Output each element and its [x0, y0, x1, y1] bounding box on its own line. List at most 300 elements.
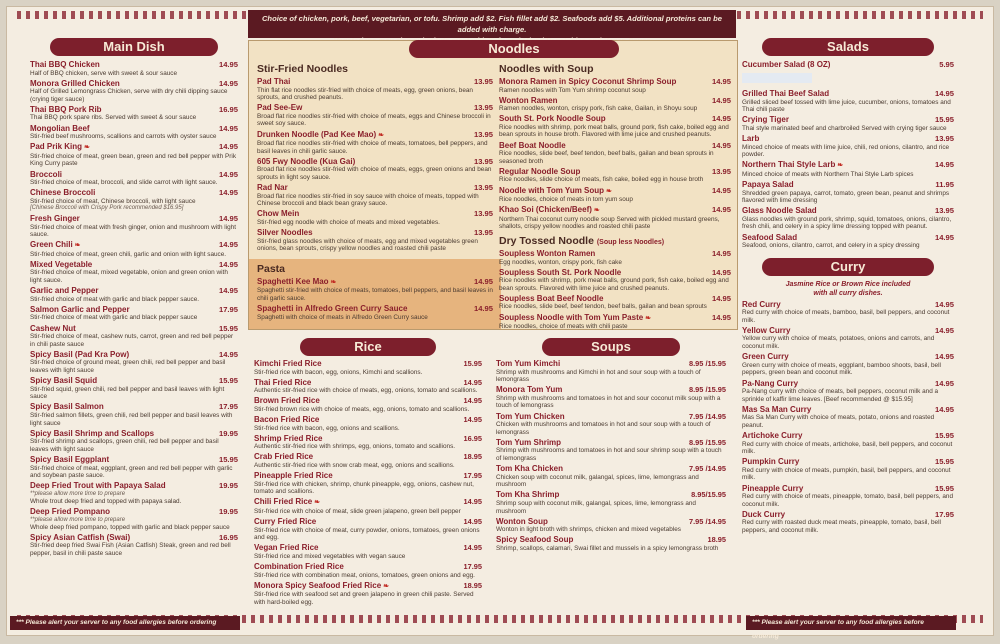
menu-item-price: 15.95	[219, 324, 238, 334]
menu-item	[496, 385, 726, 410]
chili-icon: ❧	[312, 499, 320, 506]
menu-item-name: Pineapple Curry	[742, 484, 803, 494]
menu-item-row	[254, 359, 482, 369]
menu-item-price: 8.95 /15.95	[689, 359, 726, 369]
noodles-left-column	[257, 63, 493, 329]
menu-item-price: 14.95	[219, 260, 238, 270]
menu-item	[30, 188, 238, 212]
menu-item-name: Khao Soi (Chicken/Beef) ❧	[499, 205, 600, 216]
menu-item-description: Stir-fried salmon fillets, green chili, red bell pepper and basil leaves with light sauce	[30, 412, 238, 427]
menu-item-price: 14.95	[712, 249, 731, 259]
menu-item-name: Cashew Nut	[30, 324, 76, 334]
menu-item-description: Shredded green papaya, carrot, tomato, green bean, peanut and shrimps flavored with lime dressing	[742, 190, 954, 205]
menu-item-description: Grilled sliced beef tossed with lime juice, cucumber, onions, tomatoes and Thai chili paste	[742, 99, 954, 114]
chili-icon: ❧	[376, 132, 384, 139]
menu-item-description: Red curry with roasted duck meat meats, pineapple, tomato, basil, bell peppers, and coconut milk.	[742, 519, 954, 534]
menu-item-price: 14.95	[712, 141, 731, 151]
menu-item-description: Chicken with mushrooms and tomatoes in hot and sour soup with a touch of lemongrass	[496, 421, 726, 436]
menu-item-description: Minced choice of meats with lime juice, chili, red onions, cilantro, and rice powder.	[742, 144, 954, 159]
menu-item	[499, 141, 731, 166]
curry-rice-note	[742, 280, 954, 298]
menu-item-name: Spicy Seafood Soup	[496, 535, 573, 545]
menu-item-row	[257, 77, 493, 87]
menu-item-price: 14.95	[219, 240, 238, 250]
menu-item-price: 15.95	[935, 431, 954, 441]
menu-item-description: Green curry with choice of meats, eggplant, bamboo shoots, basil, bell peppers, green bean and coconut milk.	[742, 362, 954, 377]
menu-item-description: Authentic stir-fried rice with snow crab meat, egg, onions and scallions.	[254, 462, 482, 470]
menu-item-row	[30, 188, 238, 198]
menu-item-description: Stir-fried choice of meat, green chili, garlic and onion with light sauce.	[30, 251, 238, 259]
menu-item-price: 15.95	[464, 359, 483, 369]
menu-item	[30, 305, 238, 322]
menu-item-description: Rice noodles, slide choice of meats, fish cake, boiled egg in house broth	[499, 176, 731, 184]
menu-item-name: Monora Grilled Chicken	[30, 79, 120, 89]
redacted-block	[742, 73, 812, 83]
menu-item-description: Broad flat rice noodles stir-fried with choice of meats, tomatoes, bell peppers, and basil leaves in chili garlic sauce.	[257, 140, 493, 155]
menu-item-description: Rice noodles with shrimp, pork meat balls, ground pork, fish cake, boiled egg and bean sprouts. Flavored with lime juice and crushed peanuts.	[499, 277, 731, 292]
menu-item-price: 14.95	[219, 350, 238, 360]
menu-item-description: Whole deep fried pompano, topped with garlic and black pepper sauce	[30, 524, 238, 532]
menu-item	[499, 249, 731, 266]
menu-item	[742, 300, 954, 325]
salads-section	[742, 36, 954, 536]
menu-item-row	[742, 60, 954, 70]
menu-item-price: 13.95	[474, 103, 493, 113]
menu-item-name: Pa-Nang Curry	[742, 379, 798, 389]
menu-item-price: 13.95	[935, 206, 954, 216]
menu-item-row	[499, 141, 731, 151]
menu-item-price: 14.95	[712, 96, 731, 106]
menu-item-name: Tom Kha Chicken	[496, 464, 563, 474]
menu-item-name: Beef Boat Noodle	[499, 141, 566, 151]
dry-tossed-noodle-heading	[499, 235, 731, 247]
menu-item-row	[257, 228, 493, 238]
menu-item	[254, 497, 482, 515]
menu-item-price: 17.95	[464, 562, 483, 572]
chili-icon: ❧	[82, 144, 90, 151]
menu-item-price: 18.95	[464, 452, 483, 462]
menu-item-row	[30, 105, 238, 115]
banner-line-1: Choice of chicken, pork, beef, vegetarian, or tofu. Shrimp add $2. Fish fillet add $2. Seafoods add $5. Additional proteins can be added with charge.	[254, 13, 730, 35]
menu-item-name: Silver Noodles	[257, 228, 313, 238]
menu-item-name: Chinese Broccoli	[30, 188, 95, 198]
menu-item-name: Mongolian Beef	[30, 124, 90, 134]
menu-item-name: Spicy Basil Eggplant	[30, 455, 109, 465]
menu-item-price: 14.95	[219, 188, 238, 198]
menu-item-row	[499, 294, 731, 304]
menu-item-price: 13.95	[474, 77, 493, 87]
menu-item	[30, 79, 238, 104]
menu-item-description: Stir-fried beef mushrooms, scallions and carrots with oyster sauce	[30, 133, 238, 141]
menu-item	[496, 359, 726, 384]
menu-item-price: 14.95	[712, 205, 731, 215]
menu-item-name: Wonton Ramen	[499, 96, 558, 106]
menu-item-name: Thai BBQ Pork Rib	[30, 105, 102, 115]
menu-item-description: Rice noodles with shrimp, pork meat balls, ground pork, fish cake, boiled egg and bean sprouts in house broth. Flavored with lime juice and crushed peanuts.	[499, 124, 731, 139]
menu-item-name: Red Curry	[742, 300, 781, 310]
menu-item	[742, 89, 954, 114]
menu-item-row	[742, 431, 954, 441]
menu-item-name: Papaya Salad	[742, 180, 794, 190]
menu-item-name: Pad Prik King ❧	[30, 142, 90, 153]
menu-item-row	[30, 60, 238, 70]
menu-item-description: Stir-fried shrimp and scallops, green chili, red bell pepper and basil leaves with light sauce	[30, 438, 238, 453]
menu-item-row	[499, 313, 731, 324]
menu-item-description: Half of Grilled Lemongrass Chicken, serve with dry chili dipping sauce (crying tiger sauce)	[30, 88, 238, 103]
section-header-soups: Soups	[542, 338, 680, 356]
menu-item-price: 16.95	[219, 533, 238, 543]
noodles-with-soup-list	[499, 77, 731, 231]
menu-item-description: Authentic stir-fried rice with shrimps, egg, onions, tomato and scallions.	[254, 443, 482, 451]
menu-item-description: Wonton in light broth with shrimps, chicken and mixed vegetables	[496, 526, 726, 534]
menu-item-price: 14.95	[219, 60, 238, 70]
menu-item-price: 16.95	[464, 434, 483, 444]
menu-item-name: Spaghetti Kee Mao ❧	[257, 277, 336, 288]
menu-item-name: Bacon Fried Rice	[254, 415, 319, 425]
menu-item-description: Stir-fried rice and mixed vegetables with vegan sauce	[254, 553, 482, 561]
menu-item	[742, 510, 954, 535]
menu-item-name: Fresh Ginger	[30, 214, 80, 224]
menu-item	[499, 167, 731, 184]
menu-item-price: 8.95 /15.95	[689, 438, 726, 448]
menu-item	[499, 313, 731, 331]
menu-item	[257, 77, 493, 102]
menu-item-description: Shrimp, scallops, calamari, Swai fillet and mussels in a spicy lemongrass broth	[496, 545, 726, 553]
menu-item-price: 17.95	[464, 471, 483, 481]
menu-item-name: Glass Noodle Salad	[742, 206, 817, 216]
menu-item-row	[742, 326, 954, 336]
menu-item-name: Monora Tom Yum	[496, 385, 562, 395]
menu-item-price: 13.95	[474, 157, 493, 167]
menu-item-description: Stir-fried choice of meat, eggplant, green and red bell pepper with garlic and soybean paste sauce.	[30, 465, 238, 480]
menu-item-price: 15.95	[219, 376, 238, 386]
pasta-box	[249, 259, 501, 329]
menu-item-row	[496, 517, 726, 527]
menu-item-row	[499, 96, 731, 106]
menu-item-note: [Chinese Broccoli with Crispy Pork recommended $16.95]	[30, 205, 238, 212]
menu-item-description: Red curry with choice of meats, pineapple, tomato, basil, bell peppers, and coconut milk.	[742, 493, 954, 508]
menu-item-description: Stir-fried rice with bacon, egg, onions and scallions.	[254, 425, 482, 433]
menu-item-row	[254, 434, 482, 444]
menu-item-name: Spicy Asian Catfish (Swai)	[30, 533, 130, 543]
menu-item-note: **please allow more time to prepare	[30, 517, 238, 524]
menu-item-description: Rice noodles, choice of meats with chili paste	[499, 323, 731, 331]
menu-item	[742, 326, 954, 351]
menu-item-description: Thai BBQ pork spare ribs. Served with sweet & sour sauce	[30, 114, 238, 122]
menu-item-name: Pineapple Fried Rice	[254, 471, 333, 481]
menu-item-price: 14.95	[464, 415, 483, 425]
menu-item-name: Soupless South St. Pork Noodle	[499, 268, 621, 278]
menu-item-row	[499, 77, 731, 87]
menu-item-price: 11.95	[935, 180, 954, 190]
menu-item-row	[30, 286, 238, 296]
menu-item-price: 14.95	[464, 497, 483, 507]
menu-item-description: Stir-fried squid, green chili, red bell pepper and basil leaves with light sauce	[30, 386, 238, 401]
menu-item-description: Mas Sa Man Curry with choice of meats, potato, onions and roasted peanut.	[742, 414, 954, 429]
menu-item-name: Crab Fried Rice	[254, 452, 313, 462]
menu-item-row	[742, 484, 954, 494]
menu-item-description: Stir-fried choice of meat with garlic and black pepper sauce	[30, 314, 238, 322]
rice-section	[254, 338, 482, 608]
menu-item-name: Spicy Basil Salmon	[30, 402, 104, 412]
menu-item-row	[30, 324, 238, 334]
menu-item-name: Combination Fried Rice	[254, 562, 344, 572]
menu-item-description: Rice noodles, slide beef, beef tendon, beef balls, gailan and bean sprouts	[499, 303, 731, 311]
menu-item-price: 15.95	[935, 457, 954, 467]
menu-item	[742, 379, 954, 404]
menu-item-name: South St. Pork Noodle Soup	[499, 114, 606, 124]
chili-icon: ❧	[73, 242, 81, 249]
menu-item	[254, 581, 482, 607]
menu-item	[742, 233, 954, 250]
menu-item-row	[496, 535, 726, 545]
menu-item-name: Deep Fried Trout with Papaya Salad	[30, 481, 166, 491]
menu-item-row	[257, 277, 493, 288]
menu-item-description: Ramen noodles, wonton, crispy pork, fish cake, Gailan, in Shoyu soup	[499, 105, 731, 113]
menu-item	[30, 260, 238, 285]
menu-item-row	[30, 142, 238, 153]
menu-item	[257, 130, 493, 156]
menu-item-row	[254, 415, 482, 425]
menu-item-note: **please allow more time to prepare	[30, 491, 238, 498]
menu-item-description: Stir-fried glass noodles with choice of meats, egg and mixed vegetables green onions, bean sprouts, crispy yellow noodles and roasted chili paste	[257, 238, 493, 253]
menu-item-name: Chow Mein	[257, 209, 299, 219]
menu-item	[254, 562, 482, 579]
menu-item-price: 16.95	[219, 105, 238, 115]
menu-item-price: 13.95	[474, 228, 493, 238]
menu-item	[742, 180, 954, 205]
menu-item-price: 14.95	[464, 378, 483, 388]
menu-item-price: 15.95	[935, 484, 954, 494]
menu-item	[257, 157, 493, 182]
menu-item-name: Artichoke Curry	[742, 431, 802, 441]
menu-item-row	[742, 457, 954, 467]
menu-item-description: Shrimp with mushrooms and tomatoes in hot and sour shrimp soup with a touch of lemongrass	[496, 447, 726, 462]
menu-item-row	[499, 249, 731, 259]
menu-item	[499, 186, 731, 204]
menu-item	[496, 517, 726, 534]
menu-item-row	[30, 240, 238, 251]
menu-item-name: Chili Fried Rice ❧	[254, 497, 320, 508]
menu-item-name: Thai Fried Rice	[254, 378, 311, 388]
menu-item-row	[257, 157, 493, 167]
curry-list	[742, 300, 954, 535]
stir-fried-noodles-list	[257, 77, 493, 253]
menu-item-description: Stir-fried choice of meat, Chinese broccoli, with light sauce	[30, 198, 238, 206]
menu-item-row	[742, 89, 954, 99]
menu-item	[30, 214, 238, 239]
menu-item-price: 13.95	[935, 134, 954, 144]
menu-item-price: 19.95	[219, 507, 238, 517]
menu-item-name: Mas Sa Man Curry	[742, 405, 811, 415]
menu-item-row	[254, 452, 482, 462]
menu-item-description: Stir-fried rice with seafood set and green jalapeno in green chili paste. Served with hard-boiled egg.	[254, 591, 482, 606]
menu-item-name: Drunken Noodle (Pad Kee Mao) ❧	[257, 130, 384, 141]
menu-item-price: 5.95	[939, 60, 954, 70]
menu-item	[742, 115, 954, 132]
menu-item-description: Stir-fried choice of meat, cashew nuts, carrot, green and red bell pepper in chili paste sauce	[30, 333, 238, 348]
menu-item-row	[254, 497, 482, 508]
menu-item-row	[742, 115, 954, 125]
allergy-warning-left: *** Please alert your server to any food allergies before ordering	[10, 616, 240, 630]
menu-item-row	[257, 209, 493, 219]
menu-item	[30, 481, 238, 505]
menu-item-price: 14.95	[464, 396, 483, 406]
menu-item	[30, 240, 238, 258]
menu-item-name: Shrimp Fried Rice	[254, 434, 322, 444]
menu-item-description: Stir-fried rice with combination meat, onions, tomatoes, green onions and egg.	[254, 572, 482, 580]
menu-item-name: Regular Noodle Soup	[499, 167, 580, 177]
menu-item-description: Thai style marinated beef and charbroiled Served with crying tiger sauce	[742, 125, 954, 133]
menu-item	[254, 434, 482, 451]
menu-item	[496, 412, 726, 437]
menu-item	[499, 268, 731, 293]
menu-item-name: Pad Thai	[257, 77, 290, 87]
menu-item-description: Broad flat rice noodles stir-fried with choice of meats, eggs, green onions and bean sprouts in light soy sauce.	[257, 166, 493, 181]
menu-item-description: Stir-fried choice of meat with garlic and black pepper sauce.	[30, 296, 238, 304]
menu-item-description: Stir-fried choice of ground meat, green chili, red bell pepper and basil leaves with light sauce	[30, 359, 238, 374]
menu-item	[254, 378, 482, 395]
menu-item-name: Soupless Wonton Ramen	[499, 249, 595, 259]
menu-item-name: Tom Yum Shrimp	[496, 438, 561, 448]
menu-item	[499, 96, 731, 113]
menu-item	[30, 455, 238, 480]
menu-item-row	[257, 304, 493, 314]
menu-item-description: Spaghetti with choice of meats in Alfredo Green Curry sauce	[257, 314, 493, 322]
menu-item-price: 14.95	[712, 313, 731, 323]
menu-item-name: Monora Spicy Seafood Fried Rice ❧	[254, 581, 389, 592]
menu-item-name: Kimchi Fried Rice	[254, 359, 322, 369]
menu-item-row	[254, 471, 482, 481]
menu-item-name: Noodle with Tom Yum Soup ❧	[499, 186, 612, 197]
menu-item-price: 14.95	[219, 214, 238, 224]
menu-item-price: 13.95	[712, 167, 731, 177]
menu-item-price: 13.95	[474, 130, 493, 140]
menu-item-row	[30, 429, 238, 439]
menu-item-price: 15.95	[935, 115, 954, 125]
menu-item-name: Crying Tiger	[742, 115, 789, 125]
menu-item-row	[30, 533, 238, 543]
menu-item-row	[742, 405, 954, 415]
menu-item-name: Monora Ramen in Spicy Coconut Shrimp Soup	[499, 77, 676, 87]
menu-item	[30, 170, 238, 187]
main-dish-section	[30, 36, 238, 559]
menu-item-price: 14.95	[935, 233, 954, 243]
menu-item-name: Brown Fried Rice	[254, 396, 320, 406]
menu-item-row	[496, 359, 726, 369]
section-header-main-dish: Main Dish	[50, 38, 218, 56]
menu-item-row	[254, 562, 482, 572]
menu-item	[742, 60, 954, 88]
menu-item-description: Stir-fried choice of meat, green bean, green and red bell pepper with Prik King Curry paste	[30, 153, 238, 168]
menu-item-row	[499, 114, 731, 124]
curry-note-line-2: with all curry dishes.	[742, 289, 954, 298]
menu-item-row	[30, 376, 238, 386]
menu-item	[30, 376, 238, 401]
menu-item-row	[30, 402, 238, 412]
menu-item-name: 605 Fwy Noodle (Kua Gai)	[257, 157, 355, 167]
menu-item-description: Glass noodles with ground pork, shrimp, squid, tomatoes, onions, cilantro, fresh chili, and celery in a spicy lime dressing topped with peanut.	[742, 216, 954, 231]
stir-fried-noodles-heading: Stir-Fried Noodles	[257, 63, 493, 75]
menu-item-price: 8.95/15.95	[691, 490, 726, 500]
noodles-section	[248, 40, 738, 330]
menu-item	[742, 457, 954, 482]
menu-item-description: Stir-fried rice with choice of meat, curry powder, onions, tomatoes, green onions and egg.	[254, 527, 482, 542]
menu-item-row	[254, 378, 482, 388]
menu-item-price: 14.95	[712, 77, 731, 87]
menu-item	[257, 103, 493, 128]
menu-item	[30, 142, 238, 168]
menu-item-price: 17.95	[935, 510, 954, 520]
menu-item-price: 14.95	[464, 543, 483, 553]
menu-item-price: 18.95	[708, 535, 727, 545]
menu-item-name: Salmon Garlic and Pepper	[30, 305, 130, 315]
protein-options-banner	[248, 10, 736, 38]
menu-item-description: Egg noodles, wonton, crispy pork, fish cake	[499, 259, 731, 267]
chili-icon: ❧	[835, 162, 843, 169]
dry-tossed-noodle-subtitle: (Soup less Noodles)	[597, 239, 664, 246]
menu-item	[30, 350, 238, 375]
menu-item	[742, 134, 954, 159]
menu-item	[30, 429, 238, 454]
menu-item-price: 14.95	[219, 170, 238, 180]
menu-item	[496, 490, 726, 515]
menu-item-price: 8.95 /15.95	[689, 385, 726, 395]
soups-section	[496, 338, 726, 554]
menu-item-row	[254, 396, 482, 406]
menu-item-row	[742, 510, 954, 520]
menu-item-row	[742, 180, 954, 190]
menu-item-description: Stir-fried choice of meat with fresh ginger, onion and mushroom with light sauce.	[30, 224, 238, 239]
main-dish-list	[30, 60, 238, 557]
menu-item	[742, 206, 954, 231]
menu-item	[496, 535, 726, 552]
menu-item	[742, 160, 954, 178]
menu-item	[30, 105, 238, 122]
menu-item-name: Rad Nar	[257, 183, 288, 193]
menu-item-description: Broad flat rice noodles stir-fried with choice of meats, eggs and Chinese broccoli in sweet soy sauce.	[257, 113, 493, 128]
menu-item-description: Stir-fried choice of meat, mixed vegetable, onion and green onion with light sauce.	[30, 269, 238, 284]
menu-item-description: Shrimp with mushrooms and Kimchi in hot and sour soup with a touch of lemongrass	[496, 369, 726, 384]
menu-item-price: 17.95	[219, 402, 238, 412]
menu-item-description: Stir-fried rice with choice of meat, slide green jalapeno, green bell pepper	[254, 508, 482, 516]
dry-tossed-noodle-title: Dry Tossed Noodle	[499, 235, 594, 247]
menu-item-price: 14.95	[935, 352, 954, 362]
pasta-heading: Pasta	[257, 263, 493, 275]
section-header-curry: Curry	[762, 258, 934, 276]
menu-item-row	[499, 205, 731, 216]
menu-item	[742, 405, 954, 430]
menu-item-row	[499, 268, 731, 278]
menu-item-name: Mixed Vegetable	[30, 260, 92, 270]
menu-item	[254, 359, 482, 376]
menu-item	[254, 471, 482, 496]
menu-item-row	[496, 385, 726, 395]
menu-item-price: 13.95	[474, 183, 493, 193]
menu-item-description: Stir-fried deep fried Swai Fish (Asian Catfish) Steak, green and red bell pepper, basil in chili paste sauce	[30, 542, 238, 557]
menu-item-name: Tom Yum Kimchi	[496, 359, 560, 369]
menu-item-row	[30, 124, 238, 134]
menu-item-description: Chicken soup with coconut milk, galangal, spices, lime, lemongrass and mushroom	[496, 474, 726, 489]
noodles-right-column	[499, 63, 731, 332]
menu-item-description: Seafood, onions, cilantro, carrot, and celery in a spicy dressing	[742, 242, 954, 250]
menu-item-row	[742, 352, 954, 362]
menu-item	[499, 205, 731, 231]
menu-item-name: Broccoli	[30, 170, 62, 180]
menu-item-price: 14.95	[935, 379, 954, 389]
menu-item-name: Green Curry	[742, 352, 789, 362]
menu-item-description: Yellow curry with choice of meats, potatoes, onions and carrots, and coconut milk.	[742, 335, 954, 350]
